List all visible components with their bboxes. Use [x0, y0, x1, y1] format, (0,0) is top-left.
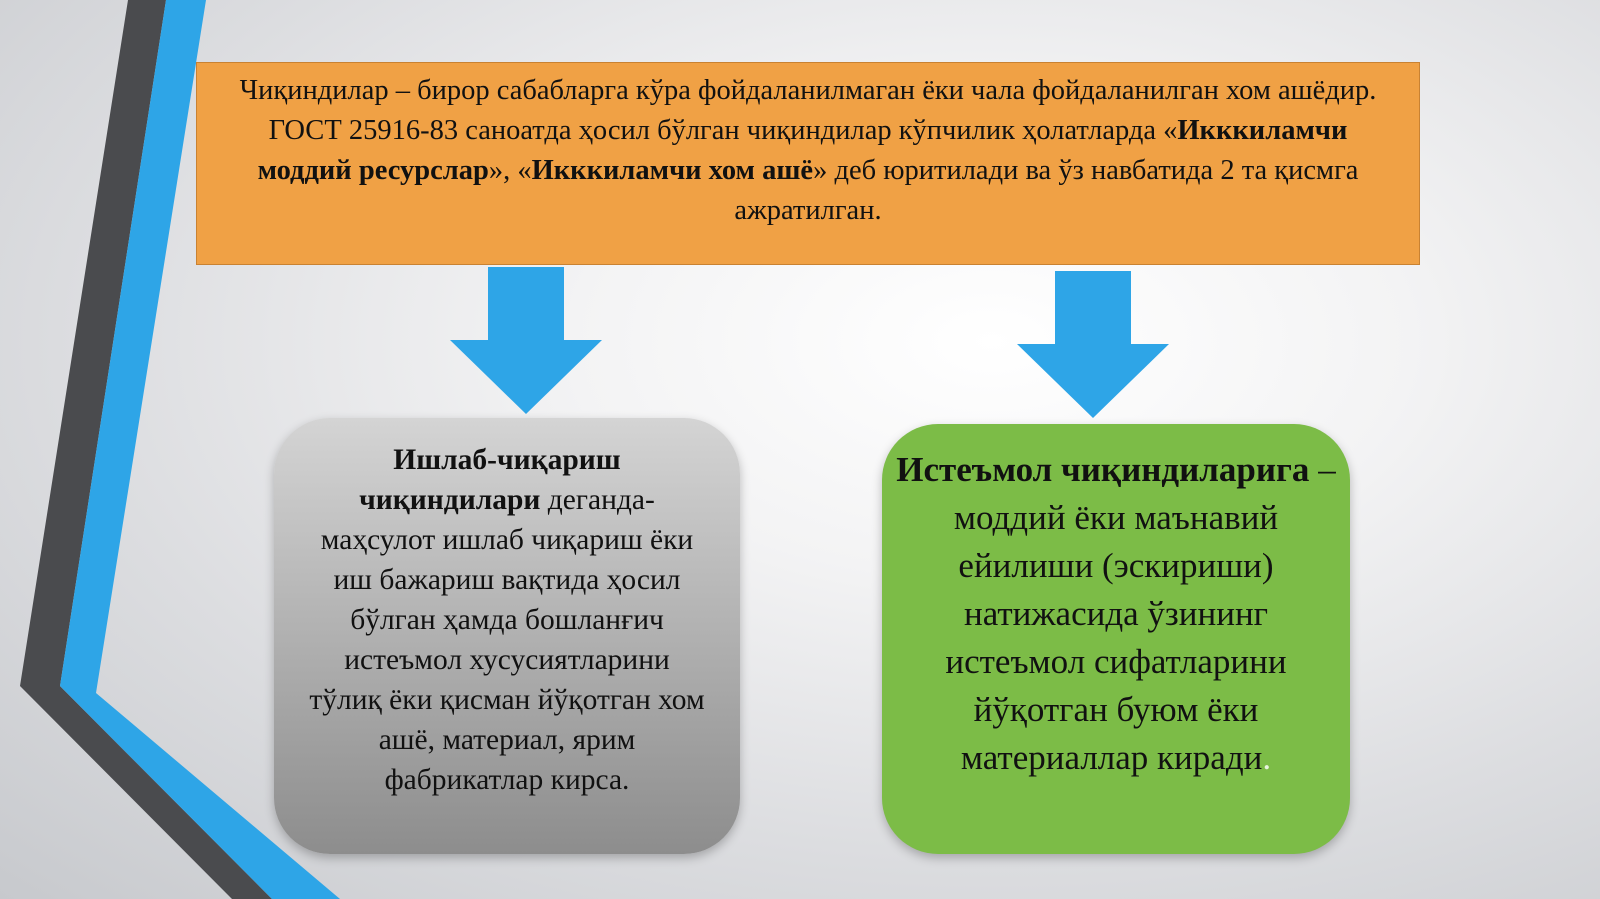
definition-end-text: » деб юритилади ва ўз навбатида 2 та қисмга ажратилган. [734, 155, 1359, 226]
definition-box [196, 62, 1420, 265]
consumption-waste-card [882, 424, 1350, 854]
definition-bold-term-1: Икккиламчи моддий ресурслар [257, 115, 1348, 186]
definition-intro-text: Чиқиндилар – бирор сабабларга кўра фойдаланилмаган ёки чала фойдаланилган хом ашёдир. ГОСТ 25916-83 саноатда ҳосил бўлган чиқиндилар кўпчилик ҳолатларда « [239, 75, 1377, 146]
consumption-waste-body: – моддий ёки маънавий ейилиши (эскириши) натижасида ўзининг истеъмол сифатларини йўқотган буюм ёки материаллар киради [945, 450, 1336, 777]
down-arrow-icon-left [448, 267, 604, 415]
production-waste-card [274, 418, 740, 854]
production-waste-text [306, 440, 708, 800]
down-arrow-icon-right [1015, 271, 1171, 419]
consumption-waste-title: Истеъмол чиқиндиларига [896, 450, 1310, 489]
consumption-waste-trailing-dot: . [1262, 738, 1272, 777]
production-waste-title: Ишлаб-чиқариш чиқиндилари [359, 444, 621, 516]
consumption-waste-text [896, 446, 1336, 782]
definition-middle-text: », « [488, 155, 532, 186]
definition-bold-term-2: Икккиламчи хом ашё [531, 155, 814, 186]
production-waste-body: деганда- маҳсулот ишлаб чиқариш ёки иш бажариш вақтида ҳосил бўлган ҳамда бошланғич истеъмол хусусиятларини тўлиқ ёки қисман йўқотган хом ашё, материал, ярим фабрикатлар кирса. [309, 484, 705, 796]
